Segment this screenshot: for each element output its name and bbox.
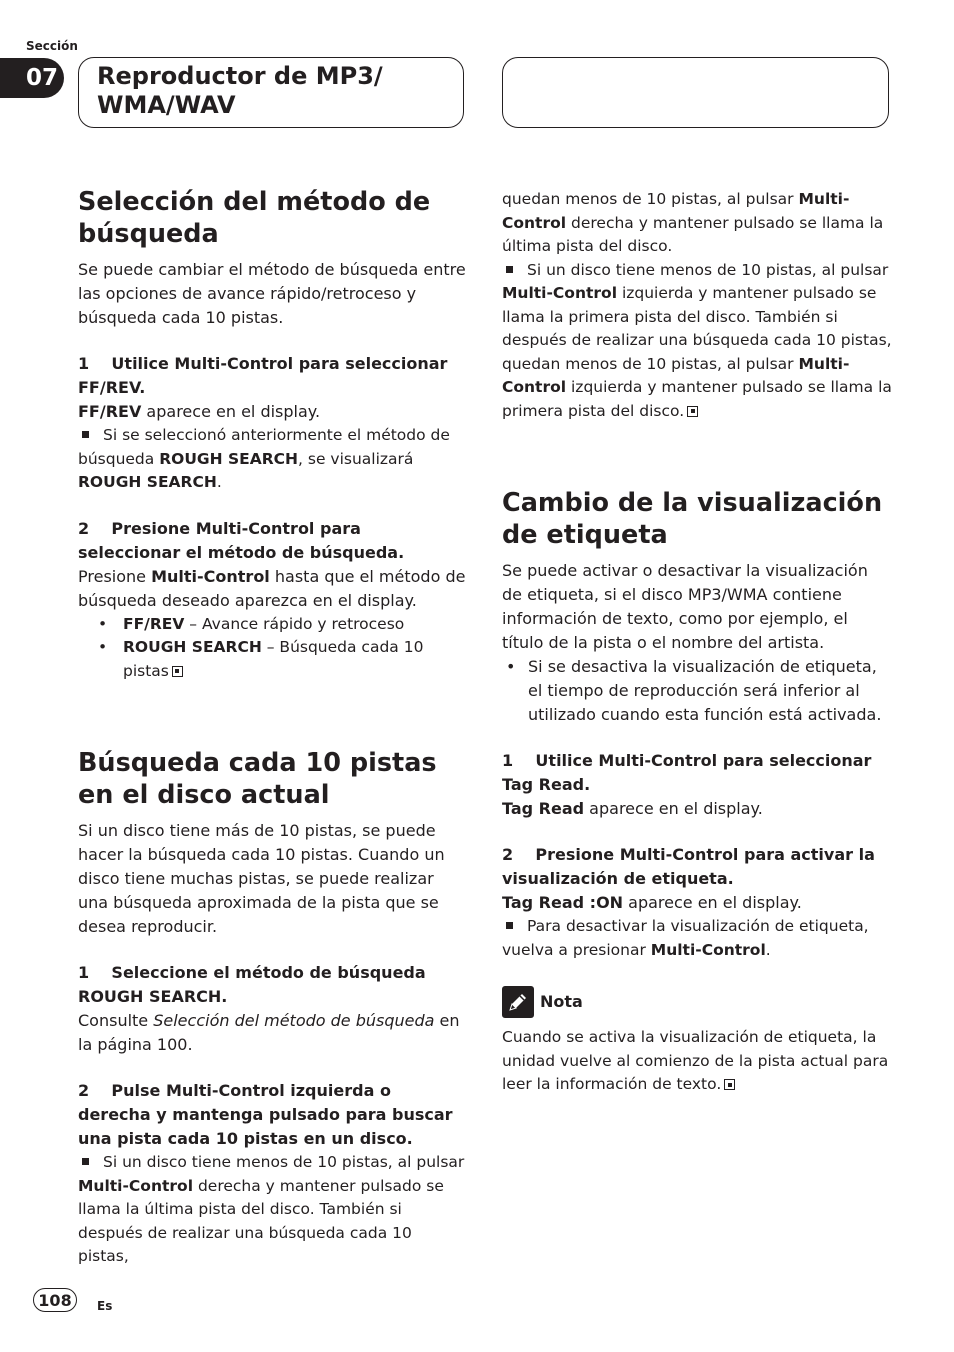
step-2-press-multicontrol: 2 Presione Multi-Control para seleccionar el método de búsqueda. xyxy=(78,518,405,562)
note-deactivate-tag: Para desactivar la visualización de etiqueta, vuelva a presionar Multi-Control. xyxy=(502,917,869,959)
step-2-press-left-right: 2 Pulse Multi-Control izquierda o derecha y mantenga pulsado para buscar una pista cada 10 pistas en un disco. xyxy=(78,1081,453,1148)
tag-read-display-text: Tag Read aparece en el display. xyxy=(502,799,763,818)
step-2-activate-tag-display: 2 Presione Multi-Control para activar la visualización de etiqueta. xyxy=(502,845,875,888)
nota-label: Nota xyxy=(540,992,583,1011)
heading-tag-display: Cambio de la visualización de etiqueta xyxy=(502,488,883,550)
header-title-box xyxy=(78,57,464,128)
square-bullet-icon xyxy=(506,922,513,929)
step-1-select-tag-read: 1 Utilice Multi-Control para seleccionar Tag Read. xyxy=(502,751,872,794)
end-mark-icon xyxy=(687,406,698,417)
header-title-line1: Reproductor de MP3/ xyxy=(97,62,383,90)
page-number: 108 xyxy=(33,1288,77,1312)
tag-display-bullet-list xyxy=(502,655,892,727)
section-number-tab: 07 xyxy=(0,58,64,98)
intro-search-10-tracks: Si un disco tiene más de 10 pistas, se puede hacer la búsqueda cada 10 pistas. Cuando un disco tiene muchas pistas, se puede realizar una búsqueda aproximada de la pista que se desea reproducir. xyxy=(78,821,445,936)
right-column xyxy=(502,188,892,1097)
square-bullet-icon xyxy=(82,431,89,438)
left-column xyxy=(78,186,466,1269)
square-bullet-icon xyxy=(506,266,513,273)
pencil-icon xyxy=(502,986,534,1018)
intro-tag-display: Se puede activar o desactivar la visualización de etiqueta, si el disco MP3/WMA contiene información de texto, como por ejemplo, el título de la pista o el nombre del artista. xyxy=(502,561,868,652)
language-code: Es xyxy=(97,1299,113,1313)
note-continuation: quedan menos de 10 pistas, al pulsar Multi-Control derecha y mantener pulsado se llama la última pista del disco. xyxy=(502,190,884,255)
end-mark-icon xyxy=(172,666,183,677)
list-item: • FF/REV – Avance rápido y retroceso xyxy=(78,613,466,637)
note-fewer-tracks-left: Si un disco tiene menos de 10 pistas, al pulsar Multi-Control izquierda y mantener pulsado se llama la primera pista del disco. También si después de realizar una búsqueda cada 10 pistas, quedan menos de 10 pistas, al pulsar Multi-Control izquierda y mantener pulsado se llama la primera pista del disco. xyxy=(502,260,892,420)
step-1-select-ffrev: 1 Utilice Multi-Control para seleccionar FF/REV. xyxy=(78,354,448,397)
step-2-description: Presione Multi-Control hasta que el método de búsqueda deseado aparezca en el display. xyxy=(78,566,466,610)
square-bullet-icon xyxy=(82,1158,89,1165)
list-item: • Si se desactiva la visualización de etiqueta, el tiempo de reproducción será inferior al utilizado cuando esta función está activada. xyxy=(502,655,892,727)
heading-search-10-tracks: Búsqueda cada 10 pistas en el disco actual xyxy=(78,748,437,810)
header-empty-box xyxy=(502,57,889,128)
heading-search-method: Selección del método de búsqueda xyxy=(78,187,431,249)
end-mark-icon xyxy=(724,1079,735,1090)
note-rough-search: Si se seleccionó anteriormente el método de búsqueda ROUGH SEARCH, se visualizará ROUGH SEARCH. xyxy=(78,426,450,491)
header-title-line2: WMA/WAV xyxy=(97,91,236,119)
nota-header xyxy=(502,986,892,1018)
intro-search-method: Se puede cambiar el método de búsqueda entre las opciones de avance rápido/retroceso y búsqueda cada 10 pistas. xyxy=(78,260,466,327)
note-fewer-tracks-right: Si un disco tiene menos de 10 pistas, al pulsar Multi-Control derecha y mantener pulsado se llama la última pista del disco. También si después de realizar una búsqueda cada 10 pistas, xyxy=(78,1153,465,1265)
ffrev-display-text: FF/REV aparece en el display. xyxy=(78,402,321,421)
nota-text: Cuando se activa la visualización de etiqueta, la unidad vuelve al comienzo de la pista actual para leer la información de texto. xyxy=(502,1028,889,1093)
step-1-select-rough-search: 1 Seleccione el método de búsqueda ROUGH SEARCH. xyxy=(78,963,426,1006)
step-1-reference: Consulte Selección del método de búsqueda en la página 100. xyxy=(78,1011,460,1054)
list-item: • ROUGH SEARCH – Búsqueda cada 10 pistas xyxy=(78,636,466,683)
search-options-list xyxy=(78,613,466,684)
tag-read-on-display-text: Tag Read :ON aparece en el display. xyxy=(502,893,802,912)
section-label: Sección xyxy=(26,39,78,53)
